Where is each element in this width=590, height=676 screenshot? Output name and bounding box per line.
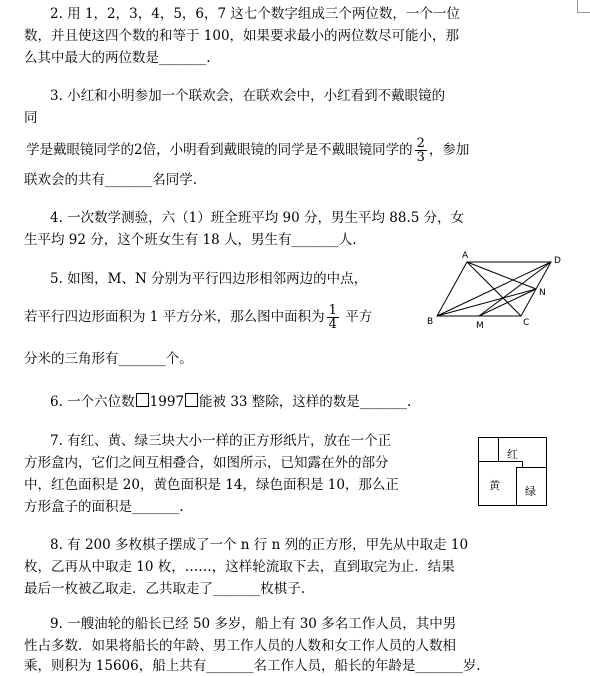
q2-line1: 2. 用 1，2，3，4，5，6，7 这七个数字组成三个两位数，一个一位 bbox=[50, 6, 460, 22]
label-green: 绿 bbox=[525, 485, 536, 498]
q5-line3: 分米的三角形有_______个。 bbox=[24, 351, 193, 367]
q6-line1 bbox=[50, 392, 411, 412]
diagonal-BD bbox=[437, 262, 551, 316]
q9-line3: 乘，则积为 15606，船上共有_______名工作人员，船长的年龄是_______岁. bbox=[24, 658, 481, 674]
q4-line2: 生平均 92 分，这个班女生有 18 人，男生有_______人. bbox=[24, 232, 357, 248]
q7-line3: 中，红色面积是 20，黄色面积是 14，绿色面积是 10，那么正 bbox=[24, 477, 399, 493]
label-B: B bbox=[427, 317, 434, 327]
q7-line1: 7. 有红、黄、绿三块大小一样的正方形纸片，放在一个正 bbox=[50, 433, 392, 449]
label-red: 红 bbox=[507, 448, 518, 461]
fraction-denominator: 3 bbox=[416, 150, 425, 165]
fraction-numerator: 1 bbox=[328, 303, 337, 318]
label-N: N bbox=[539, 288, 546, 298]
yellow-square bbox=[479, 462, 523, 506]
q4-line1: 4. 一次数学测验，六（1）班全班平均 90 分，男生平均 88.5 分，女 bbox=[50, 210, 465, 226]
fraction-numerator: 2 bbox=[416, 136, 425, 151]
digit-blank-box bbox=[185, 393, 198, 407]
q5-line1: 5. 如图，M、N 分别为平行四边形相邻两边的中点， bbox=[50, 271, 368, 287]
q6-text-b: 1997 bbox=[149, 394, 185, 410]
q6-text-a: 6. 一个六位数 bbox=[50, 394, 135, 410]
q3-line1: 3. 小红和小明参加一个联欢会，在联欢会中，小红看到不戴眼镜的 bbox=[50, 88, 446, 104]
q3-line3-text-b: ，参加 bbox=[428, 142, 470, 158]
label-yellow: 黄 bbox=[489, 479, 500, 492]
parallelogram-figure bbox=[425, 248, 575, 338]
q2-line2: 数，并且使这四个数的和等于 100，如果要求最小的两位数尽可能小，那 bbox=[24, 28, 460, 44]
digit-blank-box bbox=[136, 393, 149, 407]
q9-line1: 9. 一艘油轮的船长已经 50 多岁，船上有 30 多名工作人员，其中男 bbox=[50, 616, 457, 632]
q9-line2: 性占多数．如果将船长的年龄、男工作人员的人数和女工作人员的人数相 bbox=[24, 638, 456, 654]
q7-line4: 方形盒子的面积是_______. bbox=[24, 499, 184, 515]
q5-line2 bbox=[24, 304, 372, 331]
q2-line3: 么其中最大的两位数是_______. bbox=[24, 50, 211, 66]
q3-line3-text-a: 学是戴眼镜同学的2倍，小明看到戴眼镜的同学是不戴眼镜同学的 bbox=[26, 142, 413, 158]
q8-line2: 枚，乙再从中取走 10 枚，……，这样轮流取下去，直到取完为止．结果 bbox=[24, 559, 455, 575]
label-A: A bbox=[462, 251, 469, 261]
label-M: M bbox=[476, 321, 484, 331]
q5-line2-text-a: 若平行四边形面积为 1 平方分米，那么图中面积为 bbox=[24, 309, 325, 325]
fraction-denominator: 4 bbox=[328, 317, 337, 332]
squares-box-figure bbox=[478, 437, 548, 507]
fraction-two-thirds bbox=[415, 137, 427, 164]
label-C: C bbox=[523, 318, 530, 328]
fraction-one-quarter bbox=[327, 304, 339, 331]
q3-line2: 同 bbox=[24, 110, 38, 126]
page-corner-mark bbox=[577, 0, 590, 13]
q7-line2: 方形盒内，它们之间互相叠合，如图所示，已知露在外的部分 bbox=[24, 455, 389, 471]
label-D: D bbox=[554, 256, 561, 266]
q8-line3: 最后一枚被乙取走．乙共取走了_______枚棋子. bbox=[24, 581, 306, 597]
q6-text-c: 能被 33 整除，这样的数是_______. bbox=[199, 394, 412, 410]
q3-line3 bbox=[26, 137, 469, 164]
q8-line1: 8. 有 200 多枚棋子摆成了一个 n 行 n 列的正方形，甲先从中取走 10 bbox=[50, 537, 469, 553]
q5-line2-text-b: 平方 bbox=[340, 309, 373, 325]
q3-line4: 联欢会的共有_______名同学. bbox=[24, 172, 198, 188]
